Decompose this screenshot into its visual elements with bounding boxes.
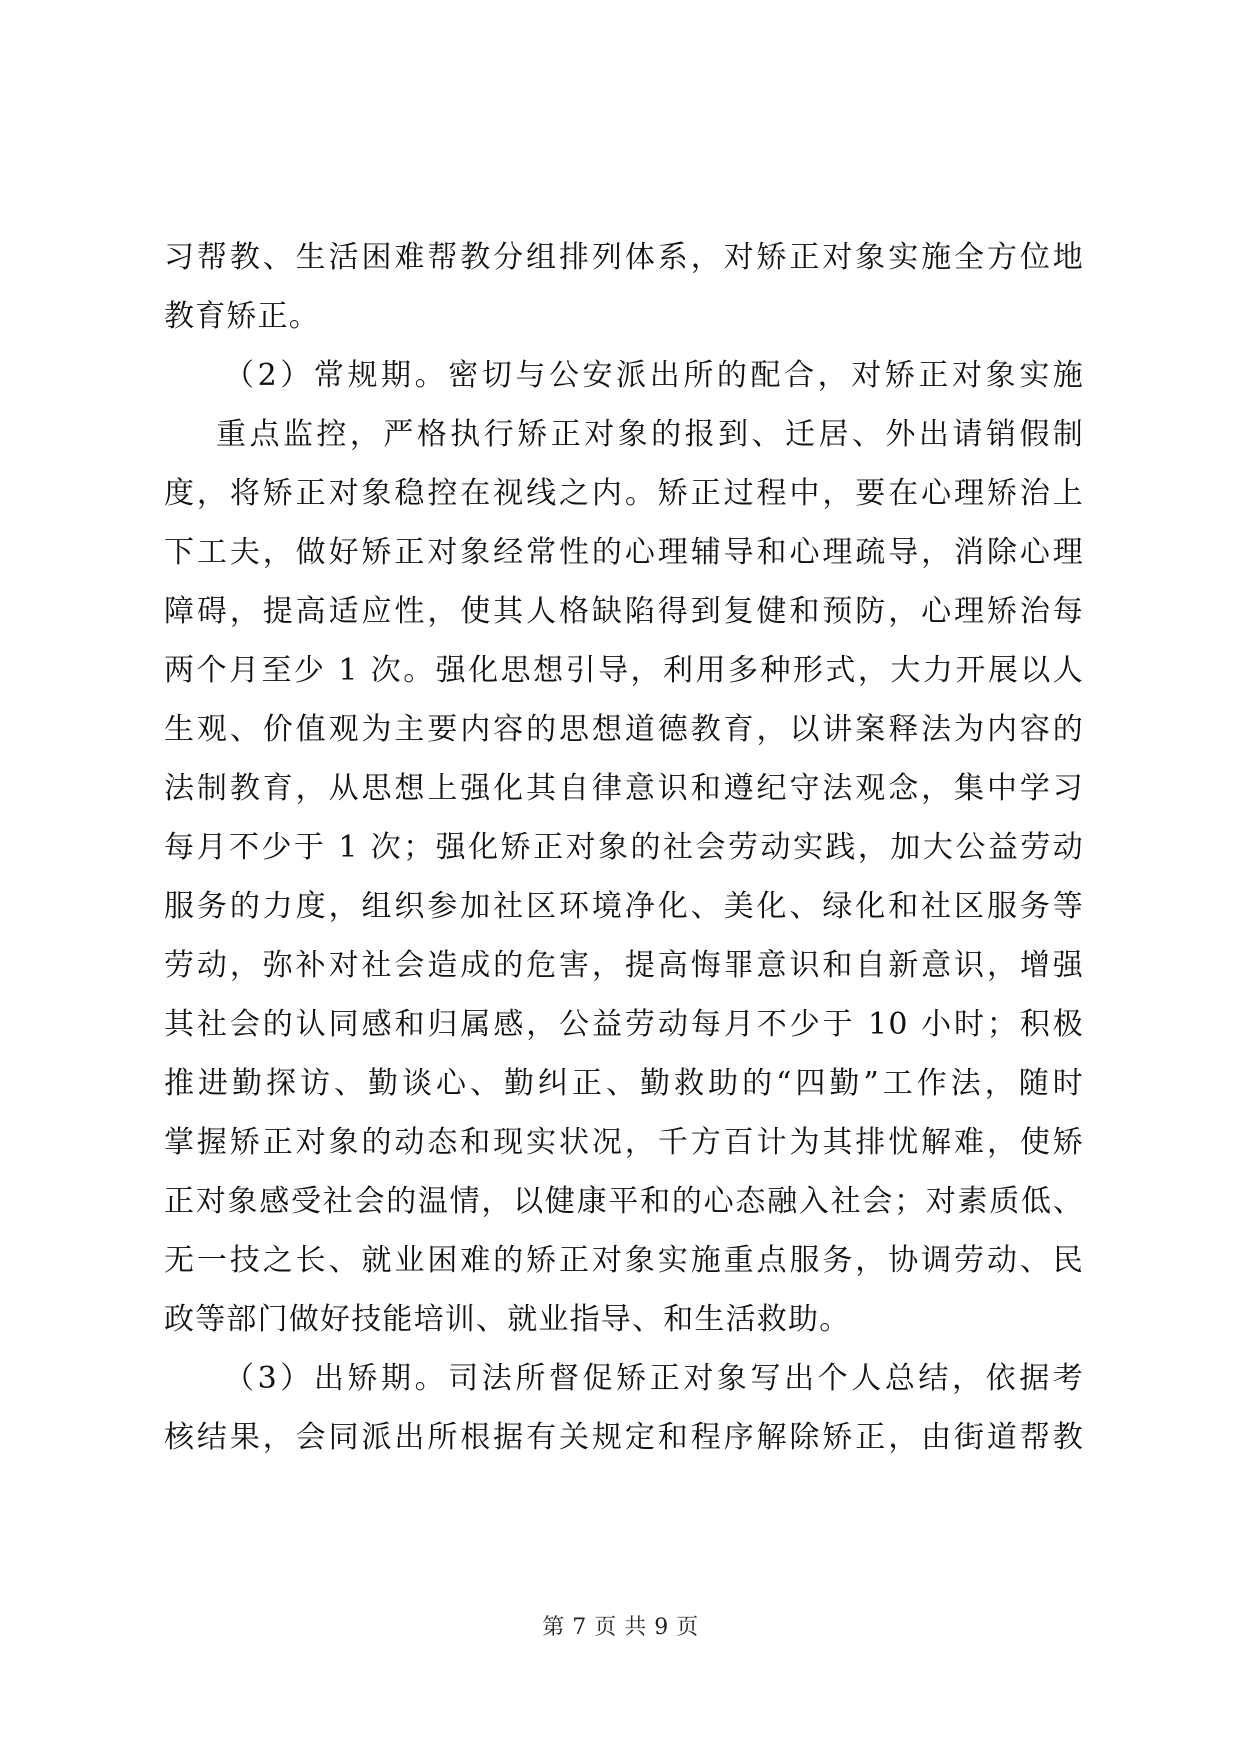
text-line-11: 每月不少于 1 次；强化矫正对象的社会劳动实践，加大公益劳动	[164, 830, 1084, 865]
text-line-4: 重点监控，严格执行矫正对象的报到、迁居、外出请销假制	[216, 417, 1084, 452]
text-line-3: （2）常规期。密切与公安派出所的配合，对矫正对象实施	[224, 358, 1084, 393]
text-line-17: 正对象感受社会的温情，以健康平和的心态融入社会；对素质低、	[164, 1184, 1084, 1219]
page-number-footer: 第 7 页 共 9 页	[542, 1615, 699, 1640]
text-line-15: 推进勤探访、勤谈心、勤纠正、勤救助的“四勤”工作法，随时	[164, 1066, 1084, 1101]
text-line-6: 下工夫，做好矫正对象经常性的心理辅导和心理疏导，消除心理	[164, 535, 1084, 570]
text-line-8: 两个月至少 1 次。强化思想引导，利用多种形式，大力开展以人	[164, 653, 1084, 688]
body-text	[164, 228, 1084, 1467]
text-line-16: 掌握矫正对象的动态和现实状况，千方百计为其排忧解难，使矫	[164, 1125, 1084, 1160]
text-line-18: 无一技之长、就业困难的矫正对象实施重点服务，协调劳动、民	[164, 1243, 1084, 1278]
text-line-21: 核结果，会同派出所根据有关规定和程序解除矫正，由街道帮教	[164, 1420, 1084, 1455]
text-line-1: 习帮教、生活困难帮教分组排列体系，对矫正对象实施全方位地	[164, 240, 1084, 275]
text-line-13: 劳动，弥补对社会造成的危害，提高悔罪意识和自新意识，增强	[164, 948, 1084, 983]
text-line-20: （3）出矫期。司法所督促矫正对象写出个人总结，依据考	[224, 1361, 1084, 1396]
text-line-9: 生观、价值观为主要内容的思想道德教育，以讲案释法为内容的	[164, 712, 1084, 747]
text-line-7: 障碍，提高适应性，使其人格缺陷得到复健和预防，心理矫治每	[164, 594, 1084, 629]
text-line-2: 教育矫正。	[164, 299, 320, 334]
text-line-12: 服务的力度，组织参加社区环境净化、美化、绿化和社区服务等	[164, 889, 1084, 924]
text-line-19: 政等部门做好技能培训、就业指导、和生活救助。	[164, 1302, 851, 1337]
text-line-5: 度，将矫正对象稳控在视线之内。矫正过程中，要在心理矫治上	[164, 476, 1084, 511]
text-line-14: 其社会的认同感和归属感，公益劳动每月不少于 10 小时；积极	[164, 1007, 1084, 1042]
text-line-10: 法制教育，从思想上强化其自律意识和遵纪守法观念，集中学习	[164, 771, 1084, 806]
